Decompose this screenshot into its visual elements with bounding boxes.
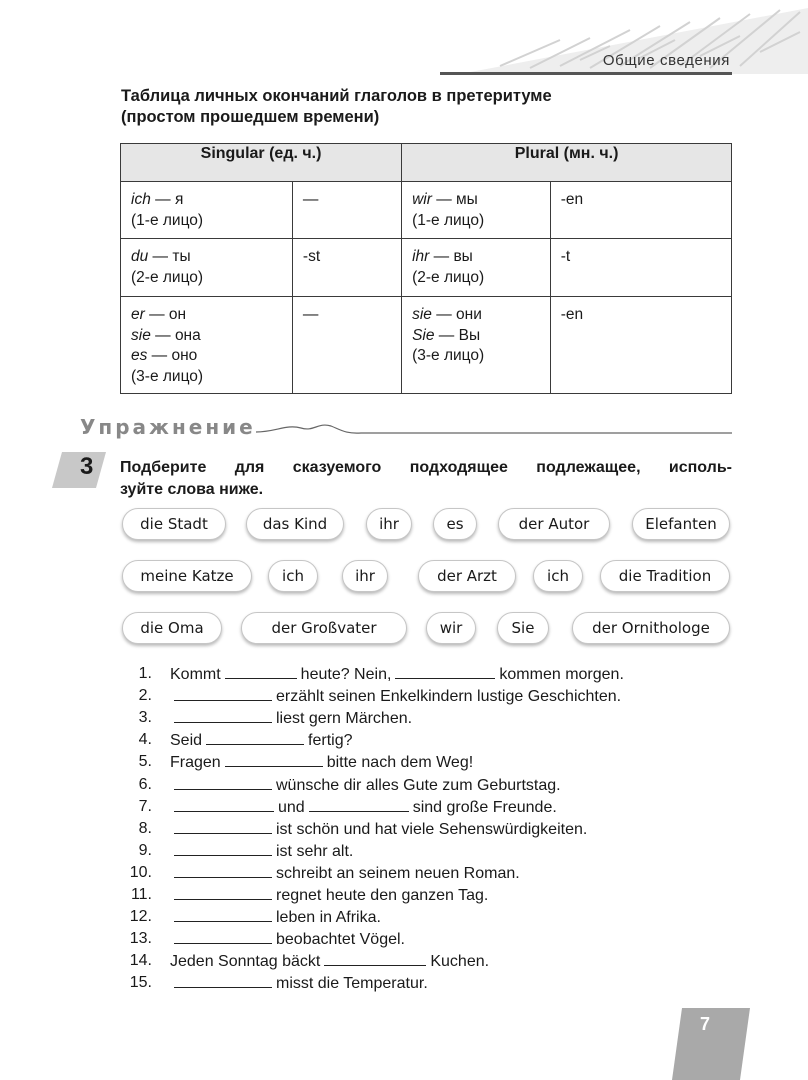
sentence-text <box>170 884 488 907</box>
word-chip[interactable]: wir <box>426 612 476 644</box>
sentence-fragment: liest gern Märchen. <box>276 710 413 728</box>
sentence-fragment: beobachtet Vögel. <box>276 931 405 949</box>
answer-blank[interactable] <box>174 928 272 944</box>
singular-ending-cell: — <box>292 297 401 394</box>
plural-ending-cell: -en <box>550 182 731 239</box>
plural-pronoun-cell <box>402 297 551 394</box>
sentence-text <box>170 972 428 995</box>
singular-pronoun-cell <box>121 239 293 297</box>
german-pronoun: du <box>131 248 149 265</box>
section-title: Общие сведения <box>602 52 730 69</box>
exercise-heading: Упражнение <box>80 415 256 439</box>
pronoun-translation: (3-е лицо) <box>412 347 485 364</box>
sentence-number: 4. <box>138 731 152 749</box>
answer-blank[interactable] <box>206 729 304 745</box>
word-chip[interactable]: es <box>433 508 477 540</box>
pronoun-line <box>131 247 282 268</box>
answer-blank[interactable] <box>309 796 409 812</box>
plural-ending-cell: -t <box>550 239 731 297</box>
pronoun-translation: — они <box>431 306 482 323</box>
exercise-number-badge <box>52 452 106 488</box>
table-title-line-1: Таблица личных окончаний глаголов в претеритуме <box>121 87 552 105</box>
german-pronoun: wir <box>412 191 432 208</box>
pronoun-translation: — вы <box>429 248 473 265</box>
pronoun-translation: (1-е лицо) <box>131 211 204 229</box>
word-chip[interactable]: die Tradition <box>600 560 730 592</box>
pronoun-line <box>131 268 282 289</box>
exercise-sentence <box>120 729 740 751</box>
word-chip[interactable]: ich <box>268 560 318 592</box>
exercise-number: 3 <box>80 453 94 480</box>
exercise-sentence <box>120 685 740 707</box>
singular-ending-cell: — <box>292 182 401 239</box>
table-row <box>121 239 732 297</box>
word-chip[interactable]: ihr <box>366 508 412 540</box>
word-chip[interactable]: das Kind <box>246 508 344 540</box>
pronoun-line <box>412 190 540 211</box>
sentence-fragment: Kommt <box>170 666 221 683</box>
word-chip[interactable]: ich <box>533 560 583 592</box>
exercise-sentence <box>120 862 740 884</box>
page-number-tab <box>672 1008 750 1080</box>
sentence-text <box>170 928 405 951</box>
sentence-number: 8. <box>138 819 152 837</box>
exercise-sentence <box>120 818 740 840</box>
table-row <box>121 182 732 239</box>
singular-pronoun-cell <box>121 297 293 394</box>
sentence-fragment: schreibt an seinem neuen Roman. <box>276 864 520 882</box>
singular-ending-cell: -st <box>292 239 401 297</box>
pronoun-line <box>412 247 540 268</box>
sentence-number: 11. <box>130 886 152 903</box>
table-row <box>121 297 732 394</box>
singular-pronoun-cell <box>121 182 293 239</box>
answer-blank[interactable] <box>174 906 272 922</box>
german-pronoun: ihr <box>412 248 430 265</box>
sentence-number: 6. <box>138 775 152 793</box>
sentence-fragment: erzählt seinen Enkelkindern lustige Geschichten. <box>276 688 622 706</box>
exercise-sentence <box>120 707 740 729</box>
sentence-text <box>170 840 353 863</box>
sentence-fragment: heute? Nein, <box>300 666 392 683</box>
answer-blank[interactable] <box>174 972 272 988</box>
exercise-sentence <box>120 774 740 796</box>
sentence-text <box>170 774 561 797</box>
answer-blank[interactable] <box>395 663 495 679</box>
answer-blank[interactable] <box>174 884 272 900</box>
pronoun-translation: — Вы <box>434 326 481 344</box>
sentence-text <box>170 906 381 929</box>
singular-header: Singular (ед. ч.) <box>121 144 402 182</box>
answer-blank[interactable] <box>174 818 272 834</box>
pronoun-line <box>131 305 282 326</box>
pronoun-line <box>131 190 282 211</box>
answer-blank[interactable] <box>174 862 272 878</box>
exercise-sentence <box>120 906 740 928</box>
plural-pronoun-cell <box>402 182 551 239</box>
sentence-text <box>170 685 621 708</box>
sentence-fragment: Kuchen. <box>430 953 490 971</box>
sentence-number: 10. <box>129 863 152 881</box>
word-chip[interactable]: der Autor <box>498 508 610 540</box>
sentence-number: 13. <box>129 930 152 948</box>
sentence-fragment: ist sehr alt. <box>276 842 354 860</box>
table-title <box>121 86 721 128</box>
answer-blank[interactable] <box>324 950 426 966</box>
pronoun-translation: (1-е лицо) <box>412 211 485 229</box>
answer-blank[interactable] <box>225 663 297 679</box>
sentence-fragment: bitte nach dem Weg! <box>326 754 474 772</box>
sentence-fragment: Jeden Sonntag bäckt <box>170 953 321 971</box>
sentence-fragment: regnet heute den ganzen Tag. <box>276 887 489 904</box>
answer-blank[interactable] <box>174 796 274 812</box>
plural-header: Plural (мн. ч.) <box>402 144 732 182</box>
pronoun-translation: — он <box>144 306 187 323</box>
exercise-sentence <box>120 884 740 906</box>
pronoun-translation: — я <box>150 191 184 208</box>
word-chip[interactable]: Sie <box>497 612 549 644</box>
page-number: 7 <box>700 1014 711 1034</box>
word-chip[interactable]: der Arzt <box>418 560 516 592</box>
answer-blank[interactable] <box>174 685 272 701</box>
exercise-sentence <box>120 972 740 994</box>
word-chip[interactable]: meine Katze <box>122 560 252 592</box>
pronoun-translation: — мы <box>431 191 478 208</box>
sentence-text <box>170 796 557 819</box>
sentence-number: 14. <box>129 952 152 970</box>
sentence-fragment: wünsche dir alles Gute zum Geburtstag. <box>276 776 561 794</box>
word-chip[interactable]: der Großvater <box>241 612 407 644</box>
sentence-text <box>170 729 353 752</box>
plural-pronoun-cell <box>402 239 551 297</box>
sentence-fragment: sind große Freunde. <box>412 798 557 816</box>
exercise-sentence <box>120 840 740 862</box>
pronoun-line <box>412 326 540 347</box>
pronoun-line <box>131 326 282 347</box>
pronoun-line <box>412 211 540 232</box>
german-pronoun: ich <box>131 191 151 208</box>
german-pronoun: es <box>131 347 148 364</box>
exercise-sentence <box>120 950 740 972</box>
sentence-number: 12. <box>129 908 152 926</box>
sentence-text <box>170 751 473 774</box>
plural-ending-cell: -en <box>550 297 731 394</box>
endings-table <box>120 143 732 394</box>
german-pronoun: sie <box>131 326 151 344</box>
word-chip[interactable]: die Stadt <box>122 508 226 540</box>
pronoun-line <box>131 211 282 232</box>
answer-blank[interactable] <box>174 774 272 790</box>
sentence-fragment: und <box>278 798 305 816</box>
table-header-row <box>121 144 732 182</box>
exercise-sentence <box>120 796 740 818</box>
heading-wave-line <box>256 418 732 440</box>
table-title-line-2: (простом прошедшем времени) <box>121 108 380 126</box>
exercise-sentence <box>120 751 740 773</box>
sentence-number: 15. <box>129 974 152 992</box>
sentence-number: 9. <box>138 841 152 859</box>
german-pronoun: er <box>131 306 145 323</box>
word-chip[interactable]: Elefanten <box>632 508 730 540</box>
pronoun-translation: — ты <box>148 248 191 265</box>
answer-blank[interactable] <box>174 707 272 723</box>
pronoun-line <box>131 346 282 367</box>
exercise-instruction: Подберите для сказуемого подходящее подлежащее, исполь- зуйте слова ниже. <box>120 459 732 498</box>
pronoun-line <box>131 367 282 388</box>
sentence-number: 3. <box>138 709 152 727</box>
german-pronoun: sie <box>412 306 432 323</box>
pronoun-translation: — она <box>150 326 201 344</box>
word-chip[interactable]: ihr <box>342 560 388 592</box>
sentence-text <box>170 950 489 973</box>
pronoun-translation: (2-е лицо) <box>412 268 485 286</box>
sentence-number: 2. <box>138 687 152 705</box>
sentence-text <box>170 663 624 686</box>
table-body <box>121 182 732 394</box>
word-chip[interactable]: die Oma <box>122 612 222 644</box>
sentence-text <box>170 818 587 841</box>
sentence-fragment: kommen morgen. <box>499 666 624 683</box>
sentence-number: 7. <box>138 797 152 815</box>
pronoun-line <box>412 305 540 326</box>
sentence-number: 5. <box>138 753 152 771</box>
pronoun-translation: (3-е лицо) <box>131 367 204 385</box>
sentence-number: 1. <box>138 665 152 682</box>
pronoun-line <box>412 346 540 367</box>
sentence-text <box>170 707 412 730</box>
answer-blank[interactable] <box>174 840 272 856</box>
sentence-fragment: leben in Afrika. <box>276 909 381 927</box>
pronoun-translation: — оно <box>147 347 198 364</box>
sentence-fragment: Seid <box>170 732 203 750</box>
pronoun-translation: (2-е лицо) <box>131 268 204 286</box>
german-pronoun: Sie <box>412 326 435 344</box>
sentence-fragment: fertig? <box>308 732 353 750</box>
exercise-sentence <box>120 928 740 950</box>
sentence-fragment: ist schön und hat viele Sehenswürdigkeiten. <box>276 820 588 838</box>
sentence-fragment: misst die Temperatur. <box>276 975 428 993</box>
exercise-sentence <box>120 663 740 685</box>
answer-blank[interactable] <box>225 751 323 767</box>
sentence-fragment: Fragen <box>170 754 221 772</box>
word-chip[interactable]: der Ornithologe <box>572 612 730 644</box>
pronoun-line <box>412 268 540 289</box>
sentence-text <box>170 862 520 885</box>
header-rule <box>440 72 732 75</box>
